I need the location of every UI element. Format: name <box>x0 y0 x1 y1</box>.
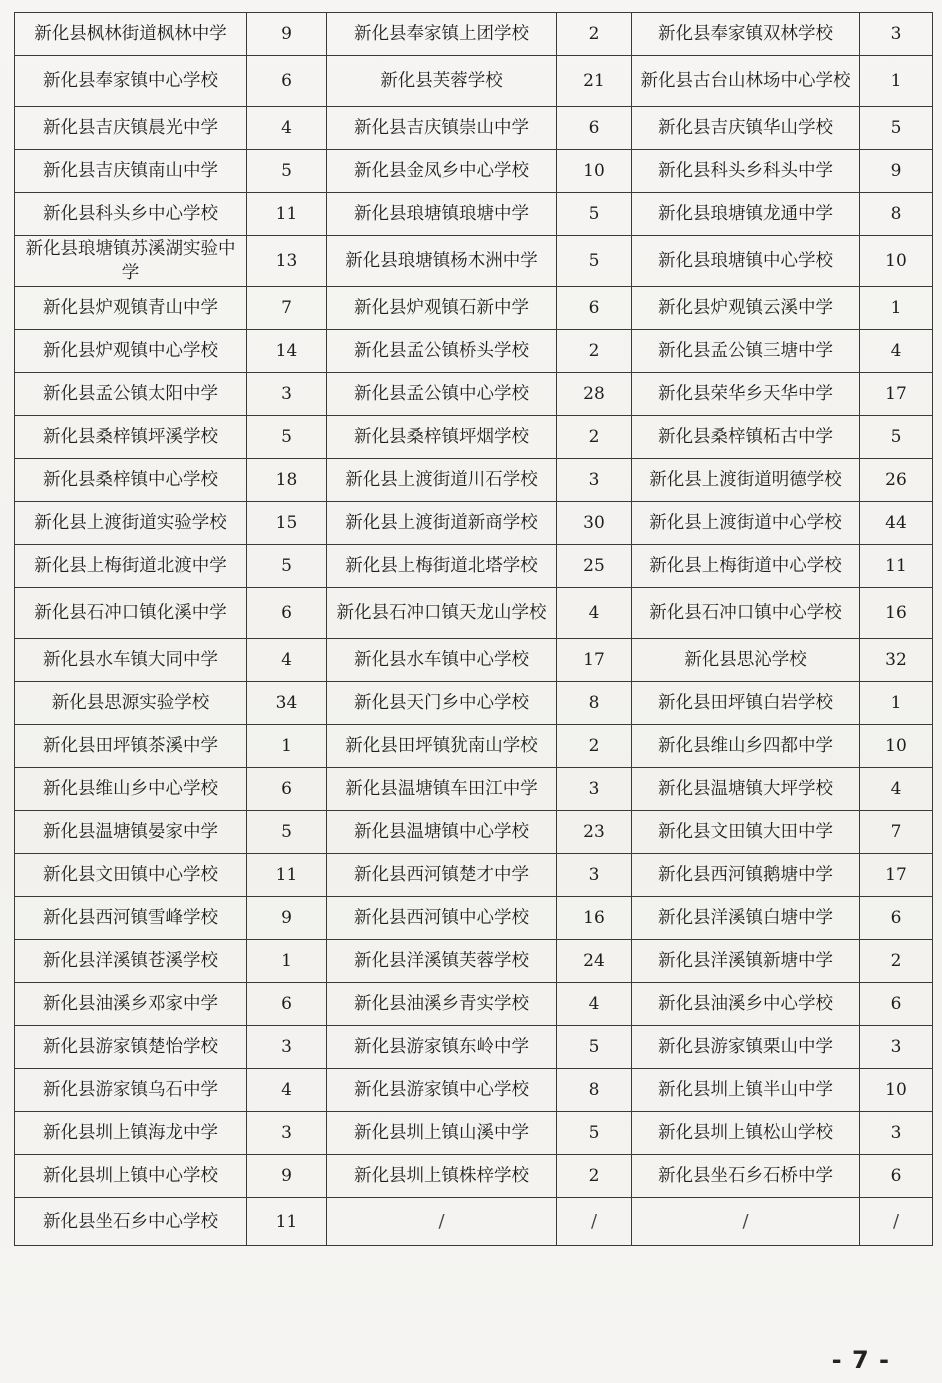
count-cell: 18 <box>247 459 327 502</box>
count-cell: 16 <box>557 897 632 940</box>
count-cell: 11 <box>247 1198 327 1246</box>
count-cell: 4 <box>247 107 327 150</box>
school-name-cell: / <box>327 1198 557 1246</box>
school-name-cell: 新化县温塘镇大坪学校 <box>632 768 860 811</box>
count-cell: / <box>860 1198 933 1246</box>
count-cell: 17 <box>557 639 632 682</box>
count-cell: 14 <box>247 330 327 373</box>
table-row <box>15 502 933 545</box>
count-cell: 24 <box>557 940 632 983</box>
school-name-cell: 新化县西河镇中心学校 <box>327 897 557 940</box>
school-name-cell: 新化县游家镇栗山中学 <box>632 1026 860 1069</box>
count-cell: 26 <box>860 459 933 502</box>
count-cell: 2 <box>557 416 632 459</box>
school-name-cell: 新化县琅塘镇苏溪湖实验中学 <box>15 236 247 287</box>
count-cell: 11 <box>860 545 933 588</box>
table-row <box>15 459 933 502</box>
school-name-cell: 新化县思源实验学校 <box>15 682 247 725</box>
count-cell: 4 <box>860 330 933 373</box>
table-row <box>15 1069 933 1112</box>
school-name-cell: 新化县圳上镇株梓学校 <box>327 1155 557 1198</box>
table-row <box>15 1112 933 1155</box>
table-row <box>15 107 933 150</box>
count-cell: 5 <box>557 1026 632 1069</box>
school-name-cell: 新化县水车镇大同中学 <box>15 639 247 682</box>
count-cell: 5 <box>247 150 327 193</box>
page-number: - 7 - <box>831 1346 890 1374</box>
school-name-cell: 新化县荣华乡天华中学 <box>632 373 860 416</box>
count-cell: 10 <box>860 236 933 287</box>
count-cell: 2 <box>557 330 632 373</box>
table-row <box>15 150 933 193</box>
school-name-cell: 新化县桑梓镇柘古中学 <box>632 416 860 459</box>
school-name-cell: 新化县坐石乡石桥中学 <box>632 1155 860 1198</box>
school-name-cell: 新化县天门乡中心学校 <box>327 682 557 725</box>
school-name-cell: 新化县游家镇东岭中学 <box>327 1026 557 1069</box>
count-cell: 10 <box>860 1069 933 1112</box>
school-name-cell: 新化县温塘镇晏家中学 <box>15 811 247 854</box>
school-name-cell: 新化县田坪镇白岩学校 <box>632 682 860 725</box>
count-cell: 5 <box>247 416 327 459</box>
school-name-cell: 新化县孟公镇桥头学校 <box>327 330 557 373</box>
count-cell: 30 <box>557 502 632 545</box>
count-cell: 13 <box>247 236 327 287</box>
school-name-cell: 新化县吉庆镇崇山中学 <box>327 107 557 150</box>
school-name-cell: 新化县金凤乡中心学校 <box>327 150 557 193</box>
table-row <box>15 588 933 639</box>
count-cell: 5 <box>557 1112 632 1155</box>
school-name-cell: 新化县圳上镇半山中学 <box>632 1069 860 1112</box>
school-name-cell: 新化县坐石乡中心学校 <box>15 1198 247 1246</box>
school-name-cell: 新化县游家镇楚怡学校 <box>15 1026 247 1069</box>
count-cell: 9 <box>247 13 327 56</box>
count-cell: 1 <box>247 940 327 983</box>
table-row <box>15 639 933 682</box>
count-cell: 4 <box>247 639 327 682</box>
count-cell: 11 <box>247 193 327 236</box>
count-cell: / <box>557 1198 632 1246</box>
count-cell: 16 <box>860 588 933 639</box>
count-cell: 2 <box>557 1155 632 1198</box>
school-name-cell: 新化县维山乡四都中学 <box>632 725 860 768</box>
count-cell: 1 <box>860 682 933 725</box>
school-name-cell: 新化县洋溪镇芙蓉学校 <box>327 940 557 983</box>
school-name-cell: 新化县上梅街道中心学校 <box>632 545 860 588</box>
count-cell: 9 <box>247 1155 327 1198</box>
table-row <box>15 373 933 416</box>
school-name-cell: 新化县吉庆镇华山学校 <box>632 107 860 150</box>
count-cell: 3 <box>247 373 327 416</box>
school-name-cell: 新化县炉观镇青山中学 <box>15 287 247 330</box>
school-name-cell: 新化县油溪乡青实学校 <box>327 983 557 1026</box>
table-row <box>15 545 933 588</box>
school-name-cell: 新化县西河镇鹅塘中学 <box>632 854 860 897</box>
table-row <box>15 56 933 107</box>
count-cell: 7 <box>247 287 327 330</box>
count-cell: 3 <box>557 459 632 502</box>
school-name-cell: 新化县奉家镇中心学校 <box>15 56 247 107</box>
count-cell: 6 <box>860 897 933 940</box>
count-cell: 2 <box>557 13 632 56</box>
school-name-cell: 新化县上梅街道北塔学校 <box>327 545 557 588</box>
count-cell: 5 <box>247 545 327 588</box>
count-cell: 5 <box>557 236 632 287</box>
school-name-cell: 新化县孟公镇中心学校 <box>327 373 557 416</box>
school-name-cell: 新化县科头乡中心学校 <box>15 193 247 236</box>
count-cell: 3 <box>860 1026 933 1069</box>
table-row <box>15 983 933 1026</box>
count-cell: 44 <box>860 502 933 545</box>
school-name-cell: 新化县上梅街道北渡中学 <box>15 545 247 588</box>
school-name-cell: 新化县琅塘镇中心学校 <box>632 236 860 287</box>
count-cell: 34 <box>247 682 327 725</box>
school-name-cell: 新化县圳上镇松山学校 <box>632 1112 860 1155</box>
table-row <box>15 1198 933 1246</box>
school-name-cell: 新化县炉观镇石新中学 <box>327 287 557 330</box>
count-cell: 6 <box>860 983 933 1026</box>
school-name-cell: 新化县圳上镇海龙中学 <box>15 1112 247 1155</box>
count-cell: 8 <box>557 1069 632 1112</box>
count-cell: 3 <box>860 13 933 56</box>
table-row <box>15 682 933 725</box>
school-name-cell: 新化县上渡街道川石学校 <box>327 459 557 502</box>
count-cell: 3 <box>247 1112 327 1155</box>
table-row <box>15 287 933 330</box>
school-allocation-table <box>14 12 933 1246</box>
count-cell: 4 <box>860 768 933 811</box>
school-name-cell: 新化县维山乡中心学校 <box>15 768 247 811</box>
school-name-cell: 新化县孟公镇三塘中学 <box>632 330 860 373</box>
table-row <box>15 768 933 811</box>
table-row <box>15 854 933 897</box>
school-name-cell: 新化县古台山林场中心学校 <box>632 56 860 107</box>
count-cell: 5 <box>860 416 933 459</box>
school-name-cell: 新化县炉观镇中心学校 <box>15 330 247 373</box>
count-cell: 6 <box>557 287 632 330</box>
count-cell: 25 <box>557 545 632 588</box>
school-name-cell: 新化县桑梓镇坪烟学校 <box>327 416 557 459</box>
count-cell: 5 <box>247 811 327 854</box>
count-cell: 6 <box>247 588 327 639</box>
table-row <box>15 13 933 56</box>
count-cell: 10 <box>860 725 933 768</box>
school-name-cell: 新化县洋溪镇白塘中学 <box>632 897 860 940</box>
school-name-cell: 新化县油溪乡邓家中学 <box>15 983 247 1026</box>
count-cell: 5 <box>860 107 933 150</box>
table-row <box>15 1155 933 1198</box>
count-cell: 8 <box>860 193 933 236</box>
table-row <box>15 193 933 236</box>
school-name-cell: 新化县琅塘镇龙通中学 <box>632 193 860 236</box>
count-cell: 1 <box>860 287 933 330</box>
count-cell: 6 <box>247 768 327 811</box>
count-cell: 3 <box>860 1112 933 1155</box>
count-cell: 21 <box>557 56 632 107</box>
school-name-cell: 新化县文田镇大田中学 <box>632 811 860 854</box>
count-cell: 3 <box>247 1026 327 1069</box>
school-name-cell: 新化县文田镇中心学校 <box>15 854 247 897</box>
count-cell: 23 <box>557 811 632 854</box>
count-cell: 6 <box>860 1155 933 1198</box>
table-body <box>15 13 933 1246</box>
school-name-cell: 新化县洋溪镇新塘中学 <box>632 940 860 983</box>
school-name-cell: 新化县思沁学校 <box>632 639 860 682</box>
count-cell: 9 <box>860 150 933 193</box>
school-name-cell: 新化县温塘镇中心学校 <box>327 811 557 854</box>
school-name-cell: 新化县上渡街道新商学校 <box>327 502 557 545</box>
school-name-cell: 新化县温塘镇车田江中学 <box>327 768 557 811</box>
count-cell: 4 <box>557 983 632 1026</box>
school-name-cell: 新化县芙蓉学校 <box>327 56 557 107</box>
school-name-cell: 新化县奉家镇双林学校 <box>632 13 860 56</box>
school-name-cell: 新化县上渡街道实验学校 <box>15 502 247 545</box>
school-name-cell: 新化县上渡街道明德学校 <box>632 459 860 502</box>
count-cell: 1 <box>860 56 933 107</box>
table-row <box>15 1026 933 1069</box>
table-row <box>15 416 933 459</box>
school-name-cell: 新化县桑梓镇坪溪学校 <box>15 416 247 459</box>
school-name-cell: 新化县琅塘镇杨木洲中学 <box>327 236 557 287</box>
school-name-cell: 新化县孟公镇太阳中学 <box>15 373 247 416</box>
school-name-cell: 新化县圳上镇中心学校 <box>15 1155 247 1198</box>
count-cell: 1 <box>247 725 327 768</box>
table-row <box>15 725 933 768</box>
count-cell: 7 <box>860 811 933 854</box>
school-name-cell: 新化县科头乡科头中学 <box>632 150 860 193</box>
count-cell: 6 <box>247 983 327 1026</box>
school-name-cell: 新化县石冲口镇化溪中学 <box>15 588 247 639</box>
school-name-cell: 新化县西河镇楚才中学 <box>327 854 557 897</box>
school-name-cell: 新化县游家镇中心学校 <box>327 1069 557 1112</box>
count-cell: 3 <box>557 768 632 811</box>
count-cell: 6 <box>557 107 632 150</box>
school-name-cell: 新化县游家镇乌石中学 <box>15 1069 247 1112</box>
school-name-cell: 新化县洋溪镇苍溪学校 <box>15 940 247 983</box>
count-cell: 11 <box>247 854 327 897</box>
school-name-cell: 新化县奉家镇上团学校 <box>327 13 557 56</box>
count-cell: 10 <box>557 150 632 193</box>
count-cell: 3 <box>557 854 632 897</box>
table-row <box>15 330 933 373</box>
table-row <box>15 236 933 287</box>
count-cell: 5 <box>557 193 632 236</box>
school-name-cell: 新化县琅塘镇琅塘中学 <box>327 193 557 236</box>
count-cell: 17 <box>860 854 933 897</box>
school-name-cell: / <box>632 1198 860 1246</box>
table-row <box>15 897 933 940</box>
school-name-cell: 新化县炉观镇云溪中学 <box>632 287 860 330</box>
school-name-cell: 新化县桑梓镇中心学校 <box>15 459 247 502</box>
table-row <box>15 940 933 983</box>
school-name-cell: 新化县田坪镇茶溪中学 <box>15 725 247 768</box>
count-cell: 2 <box>557 725 632 768</box>
school-name-cell: 新化县田坪镇犹南山学校 <box>327 725 557 768</box>
count-cell: 4 <box>557 588 632 639</box>
school-name-cell: 新化县吉庆镇南山中学 <box>15 150 247 193</box>
school-name-cell: 新化县吉庆镇晨光中学 <box>15 107 247 150</box>
school-name-cell: 新化县圳上镇山溪中学 <box>327 1112 557 1155</box>
school-name-cell: 新化县枫林街道枫林中学 <box>15 13 247 56</box>
count-cell: 9 <box>247 897 327 940</box>
count-cell: 6 <box>247 56 327 107</box>
count-cell: 4 <box>247 1069 327 1112</box>
count-cell: 15 <box>247 502 327 545</box>
count-cell: 32 <box>860 639 933 682</box>
count-cell: 2 <box>860 940 933 983</box>
school-name-cell: 新化县水车镇中心学校 <box>327 639 557 682</box>
count-cell: 8 <box>557 682 632 725</box>
count-cell: 17 <box>860 373 933 416</box>
table-row <box>15 811 933 854</box>
school-name-cell: 新化县石冲口镇中心学校 <box>632 588 860 639</box>
school-name-cell: 新化县上渡街道中心学校 <box>632 502 860 545</box>
school-name-cell: 新化县石冲口镇天龙山学校 <box>327 588 557 639</box>
count-cell: 28 <box>557 373 632 416</box>
school-name-cell: 新化县油溪乡中心学校 <box>632 983 860 1026</box>
school-name-cell: 新化县西河镇雪峰学校 <box>15 897 247 940</box>
